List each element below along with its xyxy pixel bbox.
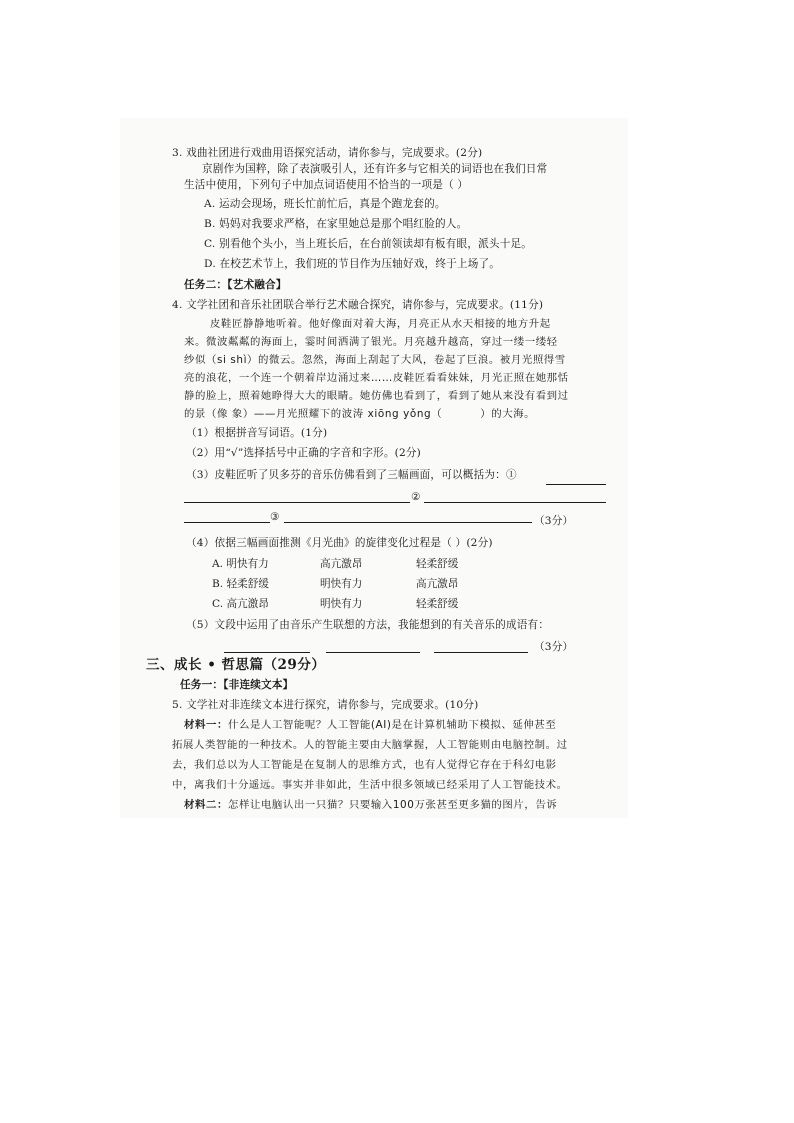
task2-heading: 任务二：【艺术融合】: [184, 279, 287, 291]
material-2-line-1: [184, 798, 557, 812]
material-1-line-3: 去，我们总以为人工智能是在复制人的思维方式，也有人觉得它存在于科幻电影: [172, 759, 557, 771]
q4-opt-a-label: A. 明快有力: [212, 558, 269, 570]
material-1-text-1: 什么是人工智能呢？人工智能(AI)是在计算机辅助下模拟、延伸甚至: [227, 719, 557, 731]
task1-heading: 任务一：【非连续文本】: [180, 679, 294, 691]
material-2-text-1: 怎样让电脑认出一只猫？只要输入100万张甚至更多猫的图片，告诉: [227, 799, 558, 811]
section-3-title: 三、成长 • 哲思篇（29分）: [146, 657, 326, 673]
idiom-blank-2[interactable]: [326, 652, 420, 653]
q4-opt-b-col3: 高亢激昂: [416, 578, 459, 590]
answer-line-1[interactable]: [546, 484, 606, 485]
q4-passage-line-6-a: 的景（像 象）——月光照耀下的波涛 xiōng yǒng（: [184, 408, 443, 420]
scanned-exam-page: [120, 118, 628, 818]
marker-3: ③: [270, 511, 280, 523]
q4-passage-line-4: 亮的浪花，一个连一个朝着岸边涌过来……皮鞋匠看看妹妹，月光正照在她那恬: [184, 372, 569, 384]
q3-line-2: 生活中使用，下列句子中加点词语使用不恰当的一项是（ ）: [184, 179, 469, 191]
q4-passage-line-5: 静的脸上，照着她睁得大大的眼睛。她仿佛也看到了，看到了她从来没有看到过: [184, 390, 569, 402]
q4-opt-b-col2: 明快有力: [320, 578, 363, 590]
q4-opt-b-label: B. 轻柔舒缓: [212, 578, 269, 590]
answer-line-3[interactable]: [284, 522, 532, 523]
q4-passage-line-1: 皮鞋匠静静地听着。他好像面对着大海，月亮正从水天相接的地方升起: [210, 318, 551, 330]
q4-sub-3-score: （3分）: [534, 515, 574, 527]
q4-passage-line-6: [184, 407, 535, 421]
idiom-blank-1[interactable]: [224, 652, 310, 653]
q4-opt-c-col3: 轻柔舒缓: [416, 598, 459, 610]
q3-option-a: A. 运动会现场，班长忙前忙后，真是个跑龙套的。: [204, 198, 446, 210]
idiom-blank-3[interactable]: [434, 652, 528, 653]
q4-opt-c-label: C. 高亢激昂: [212, 598, 269, 610]
q4-sub-2: （2）用“√”选择括号中正确的字音和字形。(2分): [186, 447, 422, 459]
q4-sub-5: （5）文段中运用了由音乐产生联想的方法，我能想到的有关音乐的成语有：: [186, 619, 550, 631]
q4-passage-line-3: 纱似（si shì）的微云。忽然，海面上刮起了大风，卷起了巨浪。被月光照得雪: [184, 354, 566, 366]
q4-sub-4: （4）依据三幅画面推测《月光曲》的旋律变化过程是（ ）(2分): [186, 537, 493, 549]
q5-stem: 5. 文学社对非连续文本进行探究，请你参与，完成要求。(10分): [172, 699, 479, 711]
q3-stem: 3. 戏曲社团进行戏曲用语探究活动，请你参与，完成要求。(2分): [172, 147, 483, 159]
answer-line-2[interactable]: [424, 502, 606, 503]
q3-option-d: D. 在校艺术节上，我们班的节目作为压轴好戏，终于上场了。: [204, 258, 501, 270]
q3-option-b: B. 妈妈对我要求严格，在家里她总是那个唱红脸的人。: [204, 218, 468, 230]
material-2-label: 材料二：: [184, 799, 228, 811]
q4-opt-a-col2: 高亢激昂: [320, 558, 363, 570]
q4-passage-line-6-b: ）的大海。: [480, 408, 536, 420]
material-1-line-4: 中，离我们十分遥远。事实并非如此，生活中很多领域已经采用了人工智能技术。: [172, 779, 568, 791]
q4-passage-line-2: 来。微波粼粼的海面上，霎时间洒满了银光。月亮越升越高，穿过一缕一缕轻: [184, 336, 558, 348]
q4-opt-a-col3: 轻柔舒缓: [416, 558, 459, 570]
marker-2: ②: [411, 491, 421, 503]
q4-sub-3: （3）皮鞋匠听了贝多芬的音乐仿佛看到了三幅画面，可以概括为：①: [186, 469, 517, 481]
answer-line-2-cont[interactable]: [184, 522, 270, 523]
answer-line-1-cont[interactable]: [184, 502, 410, 503]
material-1-label: 材料一：: [184, 719, 228, 731]
q3-option-c: C. 别看他个头小，当上班长后，在台前领读却有板有眼，派头十足。: [204, 238, 533, 250]
material-1-line-1: [184, 718, 556, 732]
q4-stem: 4. 文学社团和音乐社团联合举行艺术融合探究，请你参与，完成要求。(11分): [172, 299, 544, 311]
q4-sub-5-score: （3分）: [534, 641, 574, 653]
q3-line-1: 京剧作为国粹，除了表演吸引人，还有许多与它相关的词语也在我们日常: [202, 163, 548, 175]
q4-opt-c-col2: 明快有力: [320, 598, 363, 610]
material-1-line-2: 拓展人类智能的一种技术。人的智能主要由大脑掌握，人工智能则由电脑控制。过: [172, 739, 568, 751]
q4-sub-1: （1）根据拼音写词语。(1分): [186, 427, 328, 439]
